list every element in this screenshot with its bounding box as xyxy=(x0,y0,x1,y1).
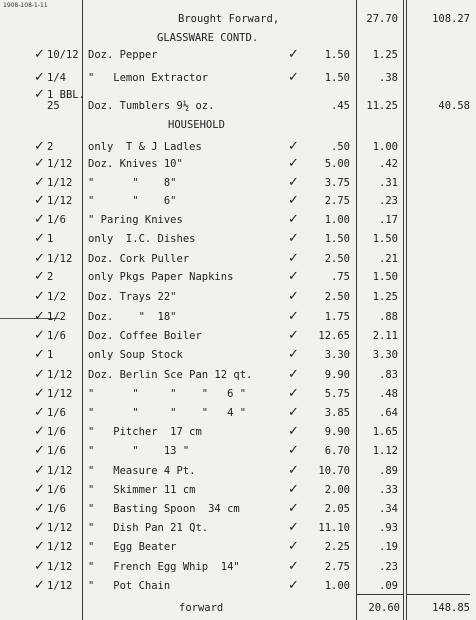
row-amount: .31 xyxy=(379,177,398,189)
row-unit-price: 1.50 xyxy=(324,49,350,61)
left-check-mark-icon: ✓ xyxy=(34,424,45,439)
row-description: " Lemon Extractor xyxy=(88,72,209,84)
row-amount: 1.25 xyxy=(372,49,398,61)
row-amount: .33 xyxy=(379,484,398,496)
price-check-mark-icon: ✓ xyxy=(288,463,299,478)
row-unit-price: 2.25 xyxy=(324,541,350,553)
left-check-mark-icon: ✓ xyxy=(34,367,45,382)
row-unit-price: .75 xyxy=(331,271,350,283)
row-amount: .09 xyxy=(379,580,398,592)
left-check-mark-icon: ✓ xyxy=(34,175,45,190)
row-amount: .64 xyxy=(379,407,398,419)
row-description: " " " " 4 " xyxy=(88,407,247,419)
row-unit-price: 1.00 xyxy=(324,580,350,592)
row-amount: .48 xyxy=(379,388,398,400)
price-check-mark-icon: ✓ xyxy=(288,269,299,284)
column-rule-total-b xyxy=(406,0,407,620)
row-amount: 1.25 xyxy=(372,291,398,303)
row-unit-price: 3.85 xyxy=(324,407,350,419)
left-check-mark-icon: ✓ xyxy=(34,520,45,535)
row-unit-price: 2.50 xyxy=(324,291,350,303)
left-check-mark-icon: ✓ xyxy=(34,269,45,284)
row-quantity: 2 xyxy=(47,141,54,153)
row-quantity: 1/12 xyxy=(47,253,73,265)
row-amount: .93 xyxy=(379,522,398,534)
price-check-mark-icon: ✓ xyxy=(288,70,299,85)
row-description: " " 8" xyxy=(88,177,177,189)
row-description: Doz. Tumblers 9½ oz. xyxy=(88,100,215,112)
price-check-mark-icon: ✓ xyxy=(288,309,299,324)
row-amount: 1.50 xyxy=(372,233,398,245)
price-check-mark-icon: ✓ xyxy=(288,175,299,190)
left-check-mark-icon: ✓ xyxy=(34,70,45,85)
price-check-mark-icon: ✓ xyxy=(288,328,299,343)
row-unit-price: 1.00 xyxy=(324,214,350,226)
row-description: Doz. Trays 22" xyxy=(88,291,177,303)
row-description: " Skimmer 11 cm xyxy=(88,484,196,496)
row-quantity: 10/12 xyxy=(47,49,79,61)
row-description: " Pitcher 17 cm xyxy=(88,426,202,438)
row-quantity: 1/2 xyxy=(47,291,66,303)
left-check-mark-icon: ✓ xyxy=(34,463,45,478)
row-amount: .17 xyxy=(379,214,398,226)
row-amount: 1.12 xyxy=(372,445,398,457)
row-quantity: 1/6 xyxy=(47,445,66,457)
row-quantity: 1/6 xyxy=(47,426,66,438)
row-description: " Basting Spoon 34 cm xyxy=(88,503,240,515)
row-quantity: 1/12 xyxy=(47,580,73,592)
row-amount: 1.50 xyxy=(372,271,398,283)
row-amount: .21 xyxy=(379,253,398,265)
row-quantity: 1/12 xyxy=(47,195,73,207)
row-amount: .23 xyxy=(379,561,398,573)
left-check-mark-icon: ✓ xyxy=(34,309,45,324)
row-quantity: 1/12 xyxy=(47,388,73,400)
row-description: " French Egg Whip 14" xyxy=(88,561,240,573)
row-description: " Measure 4 Pt. xyxy=(88,465,196,477)
left-check-mark-icon: ✓ xyxy=(34,328,45,343)
column-rule-total-a xyxy=(403,0,404,620)
row-unit-price: 2.05 xyxy=(324,503,350,515)
forward-label: forward xyxy=(179,602,224,614)
price-check-mark-icon: ✓ xyxy=(288,405,299,420)
row-unit-price: 9.90 xyxy=(324,369,350,381)
row-quantity: 1/2 xyxy=(47,311,66,323)
row-amount: .83 xyxy=(379,369,398,381)
row-description: " Dish Pan 21 Qt. xyxy=(88,522,209,534)
row-unit-price: 11.10 xyxy=(318,522,350,534)
section-household: HOUSEHOLD xyxy=(168,119,225,131)
row-unit-price: 2.75 xyxy=(324,561,350,573)
row-description: Doz. " 18" xyxy=(88,311,177,323)
row-description: " Pot Chain xyxy=(88,580,171,592)
row-amount: 11.25 xyxy=(366,100,398,112)
row-quantity: 1/12 xyxy=(47,541,73,553)
left-check-mark-icon: ✓ xyxy=(34,47,45,62)
total-rule xyxy=(406,594,470,595)
row-description: only T & J Ladles xyxy=(88,141,202,153)
row-description: only Soup Stock xyxy=(88,349,183,361)
row-amount: .19 xyxy=(379,541,398,553)
price-check-mark-icon: ✓ xyxy=(288,139,299,154)
price-check-mark-icon: ✓ xyxy=(288,347,299,362)
row-unit-price: .50 xyxy=(331,141,350,153)
row-section-total: 40.58 xyxy=(438,100,470,112)
row-unit-price: 1.50 xyxy=(324,233,350,245)
row-amount: 2.11 xyxy=(372,330,398,342)
price-check-mark-icon: ✓ xyxy=(288,520,299,535)
left-check-mark-icon: ✓ xyxy=(34,289,45,304)
price-check-mark-icon: ✓ xyxy=(288,212,299,227)
row-amount: .88 xyxy=(379,311,398,323)
row-quantity: 1/12 xyxy=(47,177,73,189)
row-amount: 3.30 xyxy=(372,349,398,361)
forward-total: 148.85 xyxy=(432,602,470,614)
row-unit-price: 5.75 xyxy=(324,388,350,400)
row-description: " " 13 " xyxy=(88,445,190,457)
row-quantity: 1 BBL. xyxy=(47,89,85,101)
price-check-mark-icon: ✓ xyxy=(288,193,299,208)
row-unit-price: 10.70 xyxy=(318,465,350,477)
price-check-mark-icon: ✓ xyxy=(288,156,299,171)
row-quantity: 1/6 xyxy=(47,407,66,419)
row-quantity: 1/6 xyxy=(47,503,66,515)
row-amount: .38 xyxy=(379,72,398,84)
row-description: Doz. Knives 10" xyxy=(88,158,183,170)
column-rule-amount xyxy=(356,0,357,620)
price-check-mark-icon: ✓ xyxy=(288,289,299,304)
row-quantity: 1/6 xyxy=(47,330,66,342)
price-check-mark-icon: ✓ xyxy=(288,482,299,497)
price-check-mark-icon: ✓ xyxy=(288,367,299,382)
row-unit-price: 12.65 xyxy=(318,330,350,342)
row-quantity: 1 xyxy=(47,349,54,361)
row-amount: .23 xyxy=(379,195,398,207)
left-check-mark-icon: ✓ xyxy=(34,193,45,208)
price-check-mark-icon: ✓ xyxy=(288,578,299,593)
brought-forward-label: Brought Forward, xyxy=(178,13,280,25)
price-check-mark-icon: ✓ xyxy=(288,539,299,554)
left-check-mark-icon: ✓ xyxy=(34,578,45,593)
price-check-mark-icon: ✓ xyxy=(288,559,299,574)
row-amount: .89 xyxy=(379,465,398,477)
row-description: Doz. Cork Puller xyxy=(88,253,190,265)
row-quantity: 1/6 xyxy=(47,214,66,226)
row-description: only Pkgs Paper Napkins xyxy=(88,271,234,283)
row-quantity: 1/12 xyxy=(47,158,73,170)
row-amount: 1.00 xyxy=(372,141,398,153)
row-quantity: 1/12 xyxy=(47,522,73,534)
row-quantity: 1/12 xyxy=(47,369,73,381)
brought-forward-subtotal: 27.70 xyxy=(366,13,398,25)
left-check-mark-icon: ✓ xyxy=(34,347,45,362)
row-amount: .42 xyxy=(379,158,398,170)
section-glassware: GLASSWARE CONTD. xyxy=(157,32,259,44)
subtotal-rule xyxy=(356,594,404,595)
row-unit-price: 1.50 xyxy=(324,72,350,84)
row-quantity: 1/12 xyxy=(47,561,73,573)
left-check-mark-icon: ✓ xyxy=(34,482,45,497)
left-check-mark-icon: ✓ xyxy=(34,251,45,266)
row-unit-price: 2.50 xyxy=(324,253,350,265)
row-description: " Egg Beater xyxy=(88,541,177,553)
row-unit-price: 6.70 xyxy=(324,445,350,457)
row-description: Doz. Berlin Sce Pan 12 qt. xyxy=(88,369,253,381)
left-check-mark-icon: ✓ xyxy=(34,156,45,171)
row-amount: 1.65 xyxy=(372,426,398,438)
price-check-mark-icon: ✓ xyxy=(288,386,299,401)
row-quantity: 2 xyxy=(47,271,54,283)
forward-subtotal: 20.60 xyxy=(368,602,400,614)
row-unit-price: .45 xyxy=(331,100,350,112)
price-check-mark-icon: ✓ xyxy=(288,443,299,458)
price-check-mark-icon: ✓ xyxy=(288,47,299,62)
row-description: only I.C. Dishes xyxy=(88,233,196,245)
row-unit-price: 3.75 xyxy=(324,177,350,189)
brought-forward-total: 108.27 xyxy=(432,13,470,25)
document-stamp: 1908-108-1-11 xyxy=(3,2,48,9)
left-check-mark-icon: ✓ xyxy=(34,386,45,401)
left-check-mark-icon: ✓ xyxy=(34,139,45,154)
row-unit-price: 1.75 xyxy=(324,311,350,323)
row-description: " " 6" xyxy=(88,195,177,207)
row-unit-price: 3.30 xyxy=(324,349,350,361)
row-description: " " " " 6 " xyxy=(88,388,247,400)
row-description: Doz. Pepper xyxy=(88,49,158,61)
left-check-mark-icon: ✓ xyxy=(34,501,45,516)
row-description: Doz. Coffee Boiler xyxy=(88,330,202,342)
left-check-mark-icon: ✓ xyxy=(34,539,45,554)
price-check-mark-icon: ✓ xyxy=(288,501,299,516)
price-check-mark-icon: ✓ xyxy=(288,251,299,266)
row-amount: .34 xyxy=(379,503,398,515)
left-check-mark-icon: ✓ xyxy=(34,443,45,458)
row-description: " Paring Knives xyxy=(88,214,183,226)
left-check-mark-icon: ✓ xyxy=(34,231,45,246)
price-check-mark-icon: ✓ xyxy=(288,424,299,439)
row-quantity: 1/12 xyxy=(47,465,73,477)
row-quantity: 25 xyxy=(47,100,60,112)
left-check-mark-icon: ✓ xyxy=(34,405,45,420)
row-unit-price: 2.75 xyxy=(324,195,350,207)
row-quantity: 1 xyxy=(47,233,54,245)
row-unit-price: 9.90 xyxy=(324,426,350,438)
row-quantity: 1/4 xyxy=(47,72,66,84)
row-quantity: 1/6 xyxy=(47,484,66,496)
left-check-mark-icon: ✓ xyxy=(34,212,45,227)
row-unit-price: 5.00 xyxy=(324,158,350,170)
row-unit-price: 2.00 xyxy=(324,484,350,496)
price-check-mark-icon: ✓ xyxy=(288,231,299,246)
left-check-mark-icon: ✓ xyxy=(34,87,45,102)
left-check-mark-icon: ✓ xyxy=(34,559,45,574)
